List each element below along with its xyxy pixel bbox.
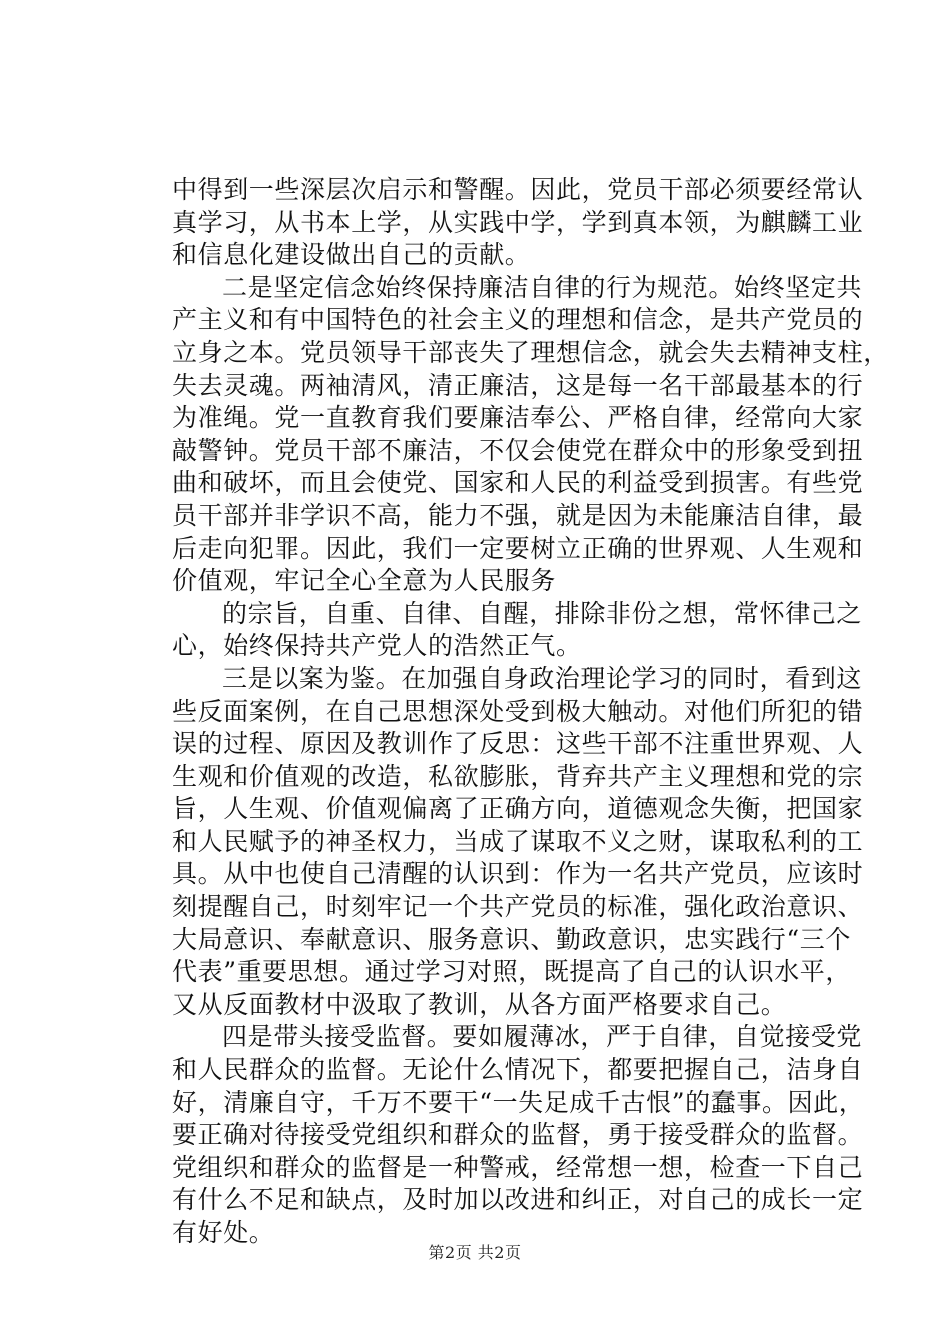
text-line: 些反面案例，在自己思想深处受到极大触动。对他们所犯的错 — [172, 696, 864, 726]
text-line: 代表”重要思想。通过学习对照，既提高了自己的认识水平， — [172, 957, 851, 987]
text-line: 又从反面教材中汲取了教训，从各方面严格要求自己。 — [172, 989, 787, 1019]
text-line: 为准绳。党一直教育我们要廉洁奉公、严格自律，经常向大家 — [172, 403, 864, 433]
text-line: 误的过程、原因及教训作了反思：这些干部不注重世界观、人 — [172, 729, 864, 759]
text-line: 有好处。 — [172, 1218, 275, 1247]
document-body — [172, 174, 889, 1250]
text-line: 有什么不足和缺点，及时加以改进和纠正，对自己的成长一定 — [172, 1185, 864, 1215]
text-line: 二是坚定信念始终保持廉洁自律的行为规范。始终坚定共 — [222, 272, 863, 302]
text-line: 的宗旨，自重、自律、自醒，排除非份之想，常怀律己之 — [222, 598, 863, 628]
text-line: 党组织和群众的监督是一种警戒，经常想一想，检查一下自己 — [172, 1152, 864, 1182]
text-line: 价值观，牢记全心全意为人民服务 — [172, 566, 557, 596]
text-line: 旨，人生观、价值观偏离了正确方向，道德观念失衡，把国家 — [172, 794, 864, 824]
text-line: 好，清廉自守，千万不要干“一失足成千古恨”的蠢事。因此， — [172, 1087, 865, 1117]
text-line: 真学习，从书本上学，从实践中学，学到真本领，为麒麟工业 — [172, 207, 864, 237]
text-line: 生观和价值观的改造，私欲膨胀，背弃共产主义理想和党的宗 — [172, 761, 864, 791]
page-footer: 第2页 共2页 — [428, 1243, 522, 1262]
text-line: 三是以案为鉴。在加强自身政治理论学习的同时，看到这 — [222, 663, 863, 693]
text-line: 敲警钟。党员干部不廉洁，不仅会使党在群众中的形象受到扭 — [172, 435, 864, 465]
text-line: 员干部并非学识不高，能力不强，就是因为未能廉洁自律，最 — [172, 500, 864, 530]
text-line: 和信息化建设做出自己的贡献。 — [172, 240, 531, 270]
text-line: 刻提醒自己，时刻牢记一个共产党员的标准，强化政治意识、 — [172, 892, 864, 922]
text-line: 曲和破坏，而且会使党、国家和人民的利益受到损害。有些党 — [172, 468, 864, 498]
text-line: 失去灵魂。两袖清风，清正廉洁，这是每一名干部最基本的行 — [172, 370, 864, 400]
text-line: 四是带头接受监督。要如履薄冰，严于自律，自觉接受党 — [222, 1022, 863, 1052]
text-line: 后走向犯罪。因此，我们一定要树立正确的世界观、人生观和 — [172, 533, 864, 563]
text-line: 立身之本。党员领导干部丧失了理想信念，就会失去精神支柱， — [172, 337, 889, 367]
text-line: 心，始终保持共产党人的浩然正气。 — [172, 631, 582, 661]
text-line: 要正确对待接受党组织和群众的监督，勇于接受群众的监督。 — [172, 1120, 864, 1150]
text-line: 大局意识、奉献意识、服务意识、勤政意识，忠实践行“三个 — [172, 924, 851, 954]
text-line: 产主义和有中国特色的社会主义的理想和信念，是共产党员的 — [172, 305, 864, 335]
text-line: 中得到一些深层次启示和警醒。因此，党员干部必须要经常认 — [172, 175, 864, 204]
text-line: 具。从中也使自己清醒的认识到：作为一名共产党员，应该时 — [172, 859, 864, 889]
text-line: 和人民群众的监督。无论什么情况下，都要把握自己，洁身自 — [172, 1055, 864, 1085]
text-line: 和人民赋予的神圣权力，当成了谋取不义之财，谋取私利的工 — [172, 826, 864, 856]
